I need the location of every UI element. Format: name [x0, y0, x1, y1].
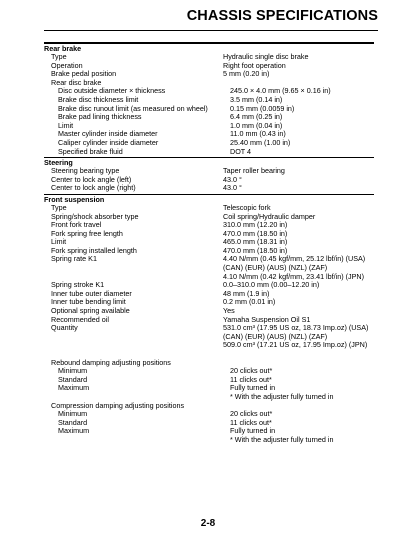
spec-value-line: * With the adjuster fully turned in	[230, 434, 334, 444]
spec-value-line: Fully turned in	[230, 383, 276, 393]
spec-value-line: 20 clicks out*	[230, 366, 273, 376]
spec-label: Quantity	[51, 323, 78, 333]
spec-section	[44, 194, 374, 445]
spec-value-line: 43.0 °	[223, 174, 242, 184]
spec-value	[230, 384, 374, 401]
spec-value-line: (CAN) (EUR) (AUS) (NZL) (ZAF)	[223, 331, 328, 341]
spec-label: Master cylinder inside diameter	[58, 129, 158, 139]
spec-value-line: 20 clicks out*	[230, 409, 273, 419]
spec-label: Center to lock angle (left)	[51, 174, 132, 184]
spec-row	[44, 419, 374, 428]
spec-value-line: 11.0 mm (0.43 in)	[230, 129, 286, 139]
spec-value-line: * With the adjuster fully turned in	[230, 391, 334, 401]
spec-value-line: 4.10 N/mm (0.42 kgf/mm, 23.41 lbf/in) (JPN)	[223, 271, 364, 281]
spec-label: Standard	[58, 417, 88, 427]
page-number: 2-8	[200, 518, 216, 529]
spec-value	[230, 139, 374, 148]
spec-row	[44, 367, 374, 376]
spec-label: Brake disc thickness limit	[58, 94, 139, 104]
spec-label: Center to lock angle (right)	[51, 183, 136, 193]
spec-row	[44, 230, 374, 239]
spec-label: Recommended oil	[51, 314, 109, 324]
spec-value-line: 531.0 cm³ (17.95 US oz, 18.73 Imp.oz) (USA)	[223, 323, 369, 333]
spec-row	[44, 184, 374, 193]
spec-label: Maximum	[58, 426, 90, 436]
spec-label: Operation	[51, 60, 83, 70]
spec-value-line: 6.4 mm (0.25 in)	[230, 112, 283, 122]
spec-row	[44, 148, 374, 157]
spec-row	[44, 113, 374, 122]
spec-value-line: 11 clicks out*	[230, 374, 272, 384]
spec-section	[44, 42, 374, 156]
spec-label: Type	[51, 52, 67, 61]
spec-label: Front fork travel	[51, 220, 102, 230]
spec-value-line: DOT 4	[230, 146, 252, 156]
spec-label: Specified brake fluid	[58, 146, 123, 156]
spec-row	[44, 324, 374, 350]
spec-row	[44, 384, 374, 401]
spec-label: Limit	[58, 120, 74, 130]
spec-value	[223, 324, 374, 350]
spec-row	[44, 376, 374, 385]
spec-label: Spring/shock absorber type	[51, 211, 139, 221]
spec-value-line: 5 mm (0.20 in)	[223, 69, 270, 79]
spec-section	[44, 157, 374, 193]
spec-value	[223, 298, 374, 307]
spec-label: Minimum	[58, 366, 88, 376]
spec-label: Disc outside diameter × thickness	[58, 86, 166, 96]
spec-label: Fork spring installed length	[51, 245, 137, 255]
spec-label: Spring rate K1	[51, 254, 97, 264]
spec-label: Compression damping adjusting positions	[51, 400, 185, 410]
spec-value-line: 48 mm (1.9 in)	[223, 288, 270, 298]
spec-value	[223, 167, 374, 176]
spec-row	[44, 427, 374, 444]
spec-label: Minimum	[58, 409, 88, 419]
spec-value-line: 0.15 mm (0.0059 in)	[230, 103, 295, 113]
spec-value-line: 0.2 mm (0.01 in)	[223, 297, 276, 307]
spec-value	[223, 176, 374, 185]
spec-row	[44, 410, 374, 419]
spec-label: Standard	[58, 374, 88, 384]
spec-value-line: Right foot operation	[223, 60, 286, 70]
spec-value-line: 470.0 mm (18.50 in)	[223, 228, 288, 238]
spec-value-line: Coil spring/Hydraulic damper	[223, 211, 316, 221]
spec-value-line: 470.0 mm (18.50 in)	[223, 245, 288, 255]
header-rule	[44, 30, 378, 31]
spec-label: Limit	[51, 237, 67, 247]
spec-value-line: 245.0 × 4.0 mm (9.65 × 0.16 in)	[230, 86, 331, 96]
spec-value-line: 25.40 mm (1.00 in)	[230, 137, 291, 147]
spec-label: Steering bearing type	[51, 166, 120, 176]
spec-label: Rear disc brake	[51, 77, 102, 87]
spec-value	[223, 70, 374, 79]
spec-value-line: 465.0 mm (18.31 in)	[223, 237, 288, 247]
spec-value-line: 310.0 mm (12.20 in)	[223, 220, 288, 230]
spec-label: Caliper cylinder inside diameter	[58, 137, 159, 147]
spec-value-line: Fully turned in	[230, 426, 276, 436]
page-title: CHASSIS SPECIFICATIONS	[186, 8, 378, 24]
spec-label: Brake pad lining thickness	[58, 112, 142, 122]
spec-label: Rebound damping adjusting positions	[51, 357, 171, 367]
spec-value	[230, 427, 374, 444]
spec-value-line: 4.40 N/mm (0.45 kgf/mm, 25.12 lbf/in) (USA)	[223, 254, 366, 264]
spec-row	[44, 402, 374, 411]
spec-row	[44, 255, 374, 281]
spec-value-line: Telescopic fork	[223, 202, 271, 212]
spec-value	[223, 255, 374, 281]
spec-label: Spring stroke K1	[51, 280, 105, 290]
spec-label: Fork spring free length	[51, 228, 123, 238]
spec-value-line: 0.0–310.0 mm (0.00–12.20 in)	[223, 280, 320, 290]
spec-value-line: (CAN) (EUR) (AUS) (NZL) (ZAF)	[223, 263, 328, 273]
spec-value-line: Taper roller bearing	[223, 166, 285, 176]
spec-value-line: Yamaha Suspension Oil S1	[223, 314, 311, 324]
spec-value-line: 509.0 cm³ (17.21 US oz, 17.95 Imp.oz) (JPN)	[223, 340, 368, 350]
spec-label: Brake pedal position	[51, 69, 117, 79]
spec-value	[230, 148, 374, 157]
spec-label: Inner tube bending limit	[51, 297, 126, 307]
spec-value-line: 11 clicks out*	[230, 417, 272, 427]
spec-value-line: Yes	[223, 306, 235, 316]
spec-value-line: 43.0 °	[223, 183, 242, 193]
spec-value	[223, 184, 374, 193]
spec-label: Optional spring available	[51, 306, 130, 316]
section-title: Steering	[44, 158, 73, 168]
spec-value-line: Hydraulic single disc brake	[223, 52, 309, 61]
spec-label: Brake disc runout limit (as measured on wheel)	[58, 103, 208, 113]
spec-row	[44, 359, 374, 368]
spec-label: Maximum	[58, 383, 90, 393]
spec-table	[44, 42, 374, 446]
section-title: Front suspension	[44, 194, 105, 204]
spec-value-line: 1.0 mm (0.04 in)	[230, 120, 283, 130]
section-title: Rear brake	[44, 44, 82, 53]
spec-label: Type	[51, 202, 67, 212]
spec-row	[44, 53, 374, 62]
spec-value-line: 3.5 mm (0.14 in)	[230, 94, 283, 104]
spec-label: Inner tube outer diameter	[51, 288, 132, 298]
